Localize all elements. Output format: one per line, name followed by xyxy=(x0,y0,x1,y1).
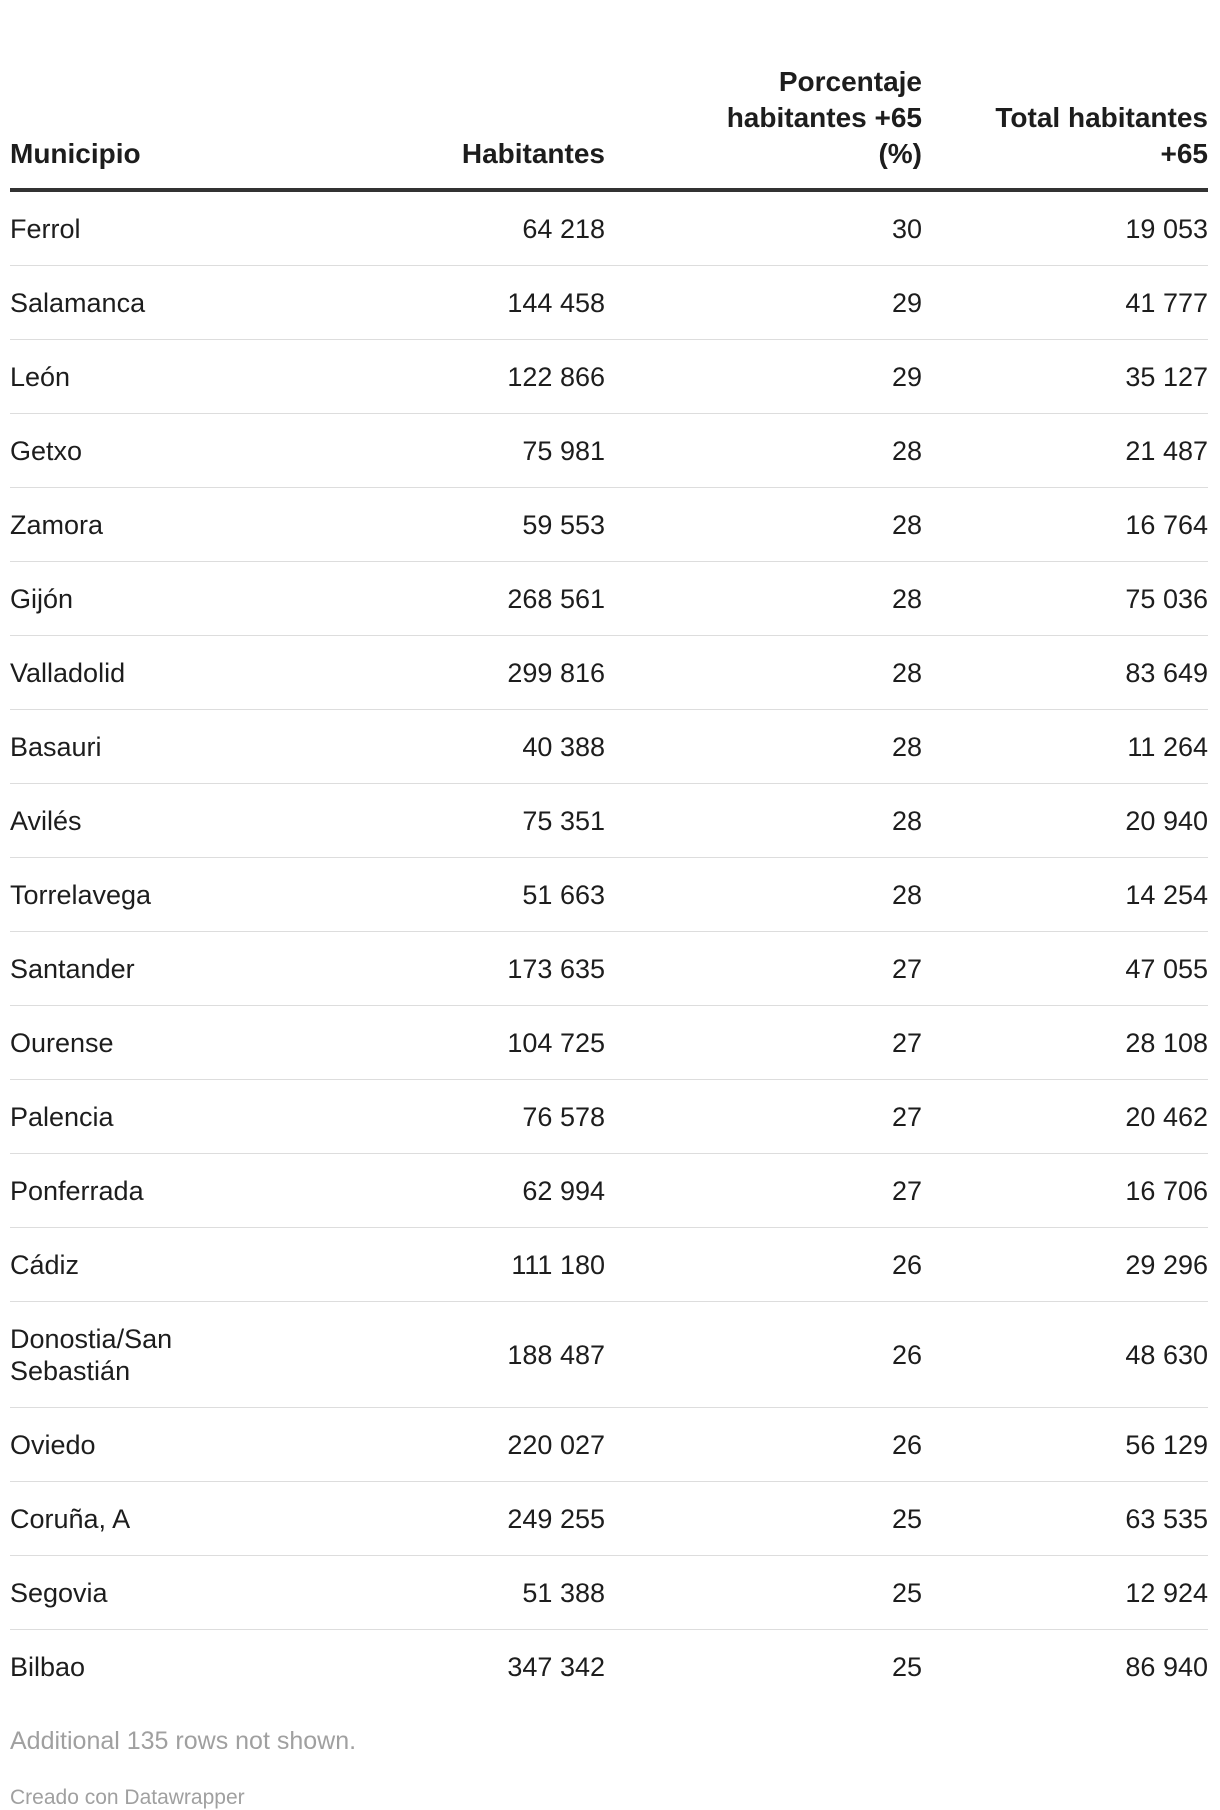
cell-municipio xyxy=(10,1080,400,1154)
municipio-label: Ourense xyxy=(10,1027,114,1058)
cell-total65: 16 764 xyxy=(922,488,1208,562)
cell-habitantes: 188 487 xyxy=(400,1302,605,1408)
cell-pct65: 28 xyxy=(605,414,922,488)
table-row xyxy=(10,1154,1208,1228)
cell-pct65: 29 xyxy=(605,340,922,414)
rows-not-shown-note: Additional 135 rows not shown. xyxy=(10,1727,357,1755)
cell-municipio xyxy=(10,1154,400,1228)
cell-pct65: 27 xyxy=(605,932,922,1006)
cell-total65: 21 487 xyxy=(922,414,1208,488)
cell-pct65: 30 xyxy=(605,190,922,266)
cell-municipio xyxy=(10,488,400,562)
cell-habitantes: 59 553 xyxy=(400,488,605,562)
cell-total65: 19 053 xyxy=(922,190,1208,266)
cell-habitantes: 144 458 xyxy=(400,266,605,340)
table-row xyxy=(10,1228,1208,1302)
table-row xyxy=(10,710,1208,784)
municipio-label: Basauri xyxy=(10,731,102,762)
municipio-label: Ponferrada xyxy=(10,1175,144,1206)
cell-habitantes: 111 180 xyxy=(400,1228,605,1302)
municipio-label: Bilbao xyxy=(10,1651,86,1682)
cell-total65: 20 940 xyxy=(922,784,1208,858)
municipio-label: Santander xyxy=(10,953,135,984)
municipio-label: Cádiz xyxy=(10,1249,80,1280)
municipio-label: Avilés xyxy=(10,805,82,836)
cell-total65: 11 264 xyxy=(922,710,1208,784)
cell-municipio xyxy=(10,1408,400,1482)
cell-total65: 29 296 xyxy=(922,1228,1208,1302)
cell-pct65: 27 xyxy=(605,1080,922,1154)
table-row xyxy=(10,636,1208,710)
table-row xyxy=(10,340,1208,414)
cell-municipio xyxy=(10,636,400,710)
cell-habitantes: 76 578 xyxy=(400,1080,605,1154)
cell-municipio xyxy=(10,190,400,266)
municipio-label: Donostia/San Sebastián xyxy=(10,1323,173,1386)
cell-municipio xyxy=(10,784,400,858)
cell-total65: 35 127 xyxy=(922,340,1208,414)
table-row xyxy=(10,1006,1208,1080)
cell-total65: 28 108 xyxy=(922,1006,1208,1080)
cell-pct65: 28 xyxy=(605,488,922,562)
cell-total65: 16 706 xyxy=(922,1154,1208,1228)
cell-habitantes: 40 388 xyxy=(400,710,605,784)
cell-pct65: 28 xyxy=(605,858,922,932)
municipio-label: Coruña, A xyxy=(10,1503,131,1534)
cell-total65: 47 055 xyxy=(922,932,1208,1006)
cell-habitantes: 62 994 xyxy=(400,1154,605,1228)
municipio-label: Getxo xyxy=(10,435,83,466)
cell-habitantes: 122 866 xyxy=(400,340,605,414)
municipio-label: Palencia xyxy=(10,1101,114,1132)
cell-pct65: 27 xyxy=(605,1006,922,1080)
cell-municipio xyxy=(10,414,400,488)
cell-pct65: 28 xyxy=(605,784,922,858)
municipio-label: Salamanca xyxy=(10,287,146,318)
table-row xyxy=(10,488,1208,562)
cell-municipio xyxy=(10,1630,400,1704)
cell-total65: 56 129 xyxy=(922,1408,1208,1482)
municipio-label: Valladolid xyxy=(10,657,126,688)
cell-pct65: 25 xyxy=(891,1651,922,1682)
cell-habitantes: 268 561 xyxy=(400,562,605,636)
cell-pct65: 26 xyxy=(605,1408,922,1482)
cell-pct65: 28 xyxy=(605,710,922,784)
cell-habitantes: 173 635 xyxy=(400,932,605,1006)
table-row xyxy=(10,1408,1208,1482)
cell-municipio xyxy=(10,340,400,414)
table-row xyxy=(10,1080,1208,1154)
municipio-label: Gijón xyxy=(10,583,74,614)
header-label-habitantes: Habitantes xyxy=(461,138,605,169)
cell-pct65: 28 xyxy=(605,562,922,636)
cell-pct65: 28 xyxy=(605,636,922,710)
municipio-label: Torrelavega xyxy=(10,879,152,910)
municipio-label: Ferrol xyxy=(10,213,81,244)
table-row xyxy=(10,932,1208,1006)
cell-municipio xyxy=(10,710,400,784)
municipio-label: Segovia xyxy=(10,1577,108,1608)
cell-pct65: 25 xyxy=(605,1482,922,1556)
cell-pct65: 27 xyxy=(605,1154,922,1228)
cell-habitantes: 104 725 xyxy=(400,1006,605,1080)
header-label-total65: Total habitantes +65 xyxy=(995,102,1208,169)
cell-habitantes: 51 388 xyxy=(400,1556,605,1630)
header-total-habitantes-65[interactable] xyxy=(922,0,1208,190)
cell-habitantes: 51 663 xyxy=(400,858,605,932)
cell-pct65: 25 xyxy=(605,1556,922,1630)
datawrapper-credit[interactable]: Creado con Datawrapper xyxy=(10,1786,245,1809)
cell-total65: 48 630 xyxy=(922,1302,1208,1408)
cell-habitantes: 75 351 xyxy=(400,784,605,858)
cell-total65: 86 940 xyxy=(1125,1651,1208,1682)
table-row xyxy=(10,1556,1208,1630)
cell-habitantes: 220 027 xyxy=(400,1408,605,1482)
cell-habitantes: 64 218 xyxy=(400,190,605,266)
table-header xyxy=(10,0,1208,190)
cell-total65: 12 924 xyxy=(922,1556,1208,1630)
cell-municipio xyxy=(10,266,400,340)
table-row xyxy=(10,266,1208,340)
cell-total65: 14 254 xyxy=(922,858,1208,932)
table-row xyxy=(10,1302,1208,1408)
header-porcentaje-habitantes-65[interactable] xyxy=(605,0,922,190)
cell-habitantes: 299 816 xyxy=(400,636,605,710)
cell-municipio xyxy=(10,562,400,636)
header-municipio[interactable] xyxy=(10,0,400,190)
table-row xyxy=(10,190,1208,266)
cell-total65: 75 036 xyxy=(922,562,1208,636)
header-label-municipio: Municipio xyxy=(10,138,141,169)
cell-municipio xyxy=(10,932,400,1006)
cell-municipio xyxy=(10,1228,400,1302)
cell-total65: 63 535 xyxy=(922,1482,1208,1556)
table-body xyxy=(10,190,1208,1703)
cell-habitantes: 347 342 xyxy=(507,1651,605,1682)
cell-municipio xyxy=(10,1482,400,1556)
cell-habitantes: 249 255 xyxy=(400,1482,605,1556)
header-label-pct65: Porcentaje habitantes +65 (%) xyxy=(726,66,922,169)
cell-municipio xyxy=(10,1302,400,1408)
header-habitantes[interactable] xyxy=(400,0,605,190)
cell-municipio xyxy=(10,1556,400,1630)
cell-total65: 20 462 xyxy=(922,1080,1208,1154)
table-row xyxy=(10,1482,1208,1556)
municipio-label: Zamora xyxy=(10,509,104,540)
cell-pct65: 26 xyxy=(605,1302,922,1408)
data-table xyxy=(10,0,1208,1703)
cell-total65: 83 649 xyxy=(922,636,1208,710)
municipio-label: León xyxy=(10,361,71,392)
table-row xyxy=(10,858,1208,932)
municipio-label: Oviedo xyxy=(10,1429,96,1460)
cell-municipio xyxy=(10,858,400,932)
cell-municipio xyxy=(10,1006,400,1080)
header-row xyxy=(10,0,1208,190)
table-row xyxy=(10,1630,1208,1704)
cell-habitantes: 75 981 xyxy=(400,414,605,488)
table-row xyxy=(10,784,1208,858)
cell-pct65: 26 xyxy=(605,1228,922,1302)
cell-total65: 41 777 xyxy=(922,266,1208,340)
table-row xyxy=(10,562,1208,636)
table-row xyxy=(10,414,1208,488)
cell-pct65: 29 xyxy=(605,266,922,340)
